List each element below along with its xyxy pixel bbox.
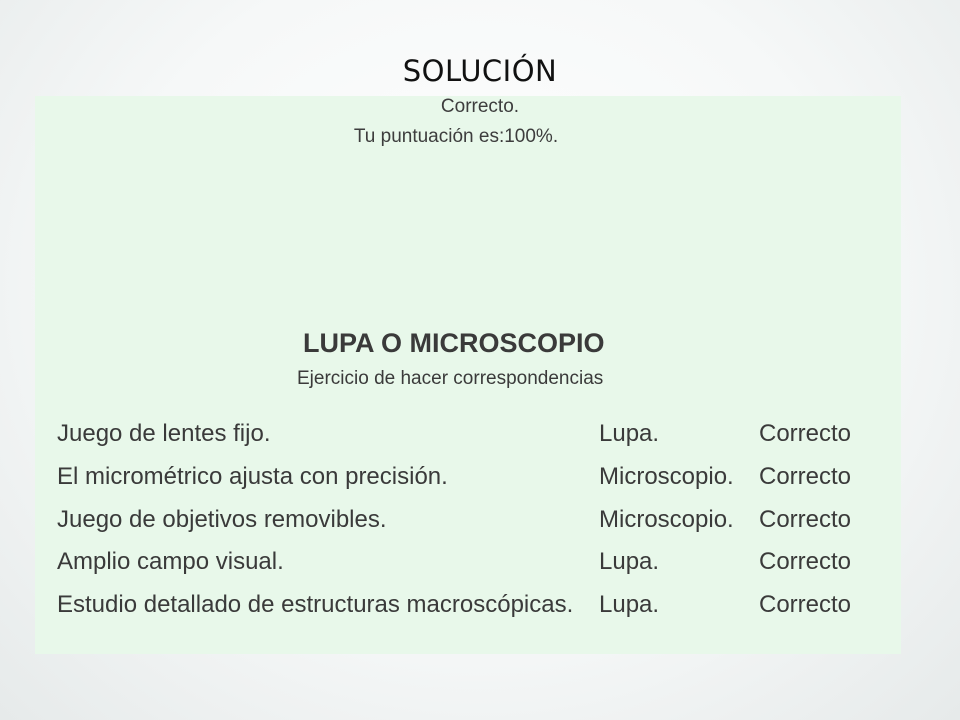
solution-panel [35,96,901,654]
exercise-subtitle: Ejercicio de hacer correspondencias [297,368,604,389]
table-row [57,506,897,549]
table-row [57,591,897,634]
row-answer: Lupa. [599,591,660,619]
answer-table [57,420,897,634]
row-statement: Amplio campo visual. [57,548,284,576]
row-answer: Lupa. [599,548,660,576]
row-statement: El micrométrico ajusta con precisión. [57,462,448,490]
row-statement: Estudio detallado de estructuras macroscópicas. [57,591,574,619]
table-row [57,463,897,506]
row-feedback: Correcto [759,548,852,576]
result-status: Correcto. [440,96,520,117]
exercise-title: LUPA O MICROSCOPIO [303,328,605,358]
result-score: Tu puntuación es:100%. [353,126,559,147]
slide-title: SOLUCIÓN [402,54,558,88]
row-statement: Juego de objetivos removibles. [57,505,387,533]
row-answer: Microscopio. [599,462,734,490]
table-row [57,420,897,463]
row-feedback: Correcto [759,420,852,447]
row-answer: Lupa. [599,420,660,447]
table-row [57,548,897,591]
row-statement: Juego de lentes fijo. [57,420,271,447]
row-answer: Microscopio. [599,505,734,533]
row-feedback: Correcto [759,462,852,490]
row-feedback: Correcto [759,505,852,533]
row-feedback: Correcto [759,591,852,619]
